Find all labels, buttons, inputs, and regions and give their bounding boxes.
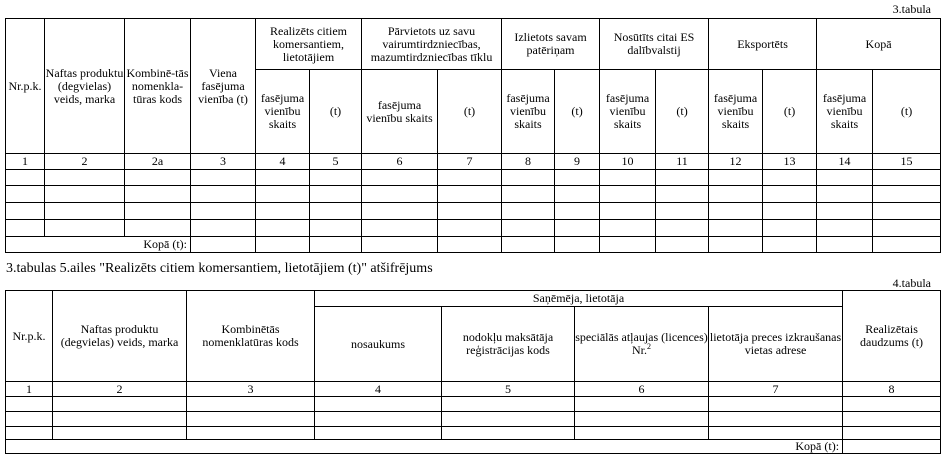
license-label: speciālās atļaujas (licences) Nr. [575,330,708,357]
col-num: 14 [817,154,873,170]
header-name: nosaukums [315,307,442,382]
col-num: 12 [709,154,763,170]
table-row [6,397,941,412]
cell[interactable] [187,397,315,412]
cell[interactable] [600,170,656,186]
cell[interactable] [709,427,843,440]
cell[interactable] [873,170,941,186]
col-num: 8 [843,382,941,397]
cell[interactable] [709,237,763,253]
cell[interactable] [817,220,873,237]
cell[interactable] [709,412,843,427]
cell[interactable] [315,427,442,440]
cell[interactable] [45,203,125,220]
col-num: 7 [438,154,502,170]
cell[interactable] [6,412,53,427]
cell[interactable] [256,203,310,220]
col-num: 3 [187,382,315,397]
cell[interactable] [656,170,709,186]
subheader-tonnes: (t) [555,70,600,154]
subheader-package-count: fasējuma vienību skaits [817,70,873,154]
col-num: 2a [125,154,191,170]
table4-label: 4.tabula [892,276,931,290]
subheader-package-count: fasējuma vienību skaits [600,70,656,154]
cell[interactable] [442,412,575,427]
cell[interactable] [310,220,362,237]
cell[interactable] [191,170,256,186]
cell[interactable] [575,397,709,412]
col-num: 4 [256,154,310,170]
cell[interactable] [53,427,187,440]
cell[interactable] [763,186,817,203]
cell[interactable] [6,186,45,203]
cell[interactable] [656,220,709,237]
column-numbers-row [6,154,941,170]
cell[interactable] [817,186,873,203]
cell[interactable] [45,170,125,186]
cell[interactable] [362,220,438,237]
cell[interactable] [502,237,555,253]
cell[interactable] [187,427,315,440]
header-total: Kopā [817,19,941,70]
cell[interactable] [125,186,191,203]
cell[interactable] [575,412,709,427]
cell[interactable] [502,203,555,220]
header-unload-address: lietotāja preces izkraušanas vietas adrese [709,307,843,382]
cell[interactable] [438,203,502,220]
subheader-package-count: fasējuma vienību skaits [709,70,763,154]
cell[interactable] [6,397,53,412]
table-row [6,170,941,186]
subheader-tonnes: (t) [763,70,817,154]
cell[interactable] [873,186,941,203]
cell[interactable] [555,203,600,220]
cell[interactable] [555,170,600,186]
cell[interactable] [763,203,817,220]
cell[interactable] [6,170,45,186]
cell[interactable] [53,397,187,412]
cell[interactable] [763,220,817,237]
col-num: 6 [575,382,709,397]
header-product-type: Naftas produktu (degvielas) veids, marka [45,19,125,154]
header-package-unit: Viena fasējuma vienība (t) [191,19,256,154]
header-nomenclature-code: Kombinētās nomenklatūras kods [187,291,315,382]
cell[interactable] [191,186,256,203]
cell[interactable] [362,203,438,220]
subheader-tonnes: (t) [656,70,709,154]
table3-label: 3.tabula [892,2,931,16]
header-recipient-group: Saņēmēja, lietotāja [315,291,843,307]
cell[interactable] [873,237,941,253]
cell[interactable] [555,220,600,237]
subheader-tonnes: (t) [310,70,362,154]
col-num: 5 [442,382,575,397]
subheader-tonnes: (t) [438,70,502,154]
cell[interactable] [6,427,53,440]
col-num: 7 [709,382,843,397]
header-transferred-own-network: Pārvietots uz savu vairumtirdzniecības, mazumtirdzniecības tīklu [362,19,502,70]
cell[interactable] [709,220,763,237]
cell[interactable] [6,203,45,220]
cell[interactable] [600,237,656,253]
col-num: 4 [315,382,442,397]
cell[interactable] [873,203,941,220]
header-license-no [575,307,709,382]
cell[interactable] [187,412,315,427]
header-nomenclature-code: Kombinē-tās nomenkla-tūras kods [125,19,191,154]
col-num: 13 [763,154,817,170]
header-tax-code: nodokļu maksātāja reģistrācijas kods [442,307,575,382]
cell[interactable] [502,186,555,203]
cell[interactable] [709,397,843,412]
cell[interactable] [191,237,256,253]
header-exported: Eksportēts [709,19,817,70]
table-row [6,203,941,220]
cell[interactable] [362,170,438,186]
cell[interactable] [843,397,941,412]
cell[interactable] [442,397,575,412]
column-numbers-row [6,382,941,397]
cell[interactable] [817,237,873,253]
cell[interactable] [600,186,656,203]
col-num: 5 [310,154,362,170]
table3 [5,18,941,253]
cell[interactable] [125,220,191,237]
cell[interactable] [256,170,310,186]
cell[interactable] [191,203,256,220]
cell[interactable] [45,186,125,203]
cell[interactable] [256,237,310,253]
cell[interactable] [53,412,187,427]
subheader-package-count: fasējuma vienību skaits [502,70,555,154]
header-product-type: Naftas produktu (degvielas) veids, marka [53,291,187,382]
col-num: 2 [53,382,187,397]
header-nr: Nr.p.k. [6,291,53,382]
cell[interactable] [600,220,656,237]
col-num: 8 [502,154,555,170]
col-num: 1 [6,154,45,170]
cell[interactable] [442,427,575,440]
table-row [6,186,941,203]
section-title: 3.tabulas 5.ailes "Realizēts citiem komersantiem, lietotājiem (t)" atšifrējums [6,261,433,276]
cell[interactable] [6,220,45,237]
header-own-consumption: Izlietots savam patēriņam [502,19,600,70]
header-sent-eu: Nosūtīts citai ES dalībvalstij [600,19,709,70]
cell[interactable] [873,220,941,237]
cell[interactable] [315,412,442,427]
cell[interactable] [125,170,191,186]
total-row [6,440,941,454]
cell[interactable] [763,237,817,253]
footnote-mark: 2 [647,342,651,351]
col-num: 9 [555,154,600,170]
cell[interactable] [502,170,555,186]
cell[interactable] [843,427,941,440]
cell[interactable] [600,203,656,220]
cell[interactable] [362,237,438,253]
cell[interactable] [438,237,502,253]
cell[interactable] [362,186,438,203]
cell[interactable] [310,186,362,203]
col-num: 10 [600,154,656,170]
col-num: 11 [656,154,709,170]
cell[interactable] [191,220,256,237]
cell[interactable] [709,203,763,220]
col-num: 2 [45,154,125,170]
col-num: 1 [6,382,53,397]
cell[interactable] [256,186,310,203]
header-sold-quantity: Realizētais daudzums (t) [843,291,941,382]
col-num: 15 [873,154,941,170]
cell[interactable] [502,220,555,237]
cell[interactable] [555,186,600,203]
cell[interactable] [709,170,763,186]
col-num: 6 [362,154,438,170]
subheader-package-count: fasējuma vienību skaits [256,70,310,154]
total-row [6,237,941,253]
table-row [6,412,941,427]
col-num: 3 [191,154,256,170]
header-sold-to-others: Realizēts citiem komersantiem, lietotājiem [256,19,362,70]
cell[interactable] [256,220,310,237]
cell[interactable] [817,203,873,220]
cell[interactable] [817,170,873,186]
cell[interactable] [438,220,502,237]
header-nr: Nr.p.k. [6,19,45,154]
cell[interactable] [843,440,941,454]
table4 [5,290,941,454]
cell[interactable] [45,220,125,237]
cell[interactable] [763,170,817,186]
table-row [6,220,941,237]
cell[interactable] [310,237,362,253]
cell[interactable] [555,237,600,253]
cell[interactable] [709,186,763,203]
cell[interactable] [438,170,502,186]
cell[interactable] [438,186,502,203]
cell[interactable] [310,170,362,186]
cell[interactable] [315,397,442,412]
cell[interactable] [656,237,709,253]
total-label: Kopā (t): [6,237,191,253]
cell[interactable] [125,203,191,220]
cell[interactable] [656,186,709,203]
cell[interactable] [575,427,709,440]
cell[interactable] [656,203,709,220]
cell[interactable] [310,203,362,220]
cell[interactable] [843,412,941,427]
subheader-tonnes: (t) [873,70,941,154]
total-label: Kopā (t): [6,440,843,454]
table-row [6,427,941,440]
subheader-package-count: fasējuma vienību skaits [362,70,438,154]
